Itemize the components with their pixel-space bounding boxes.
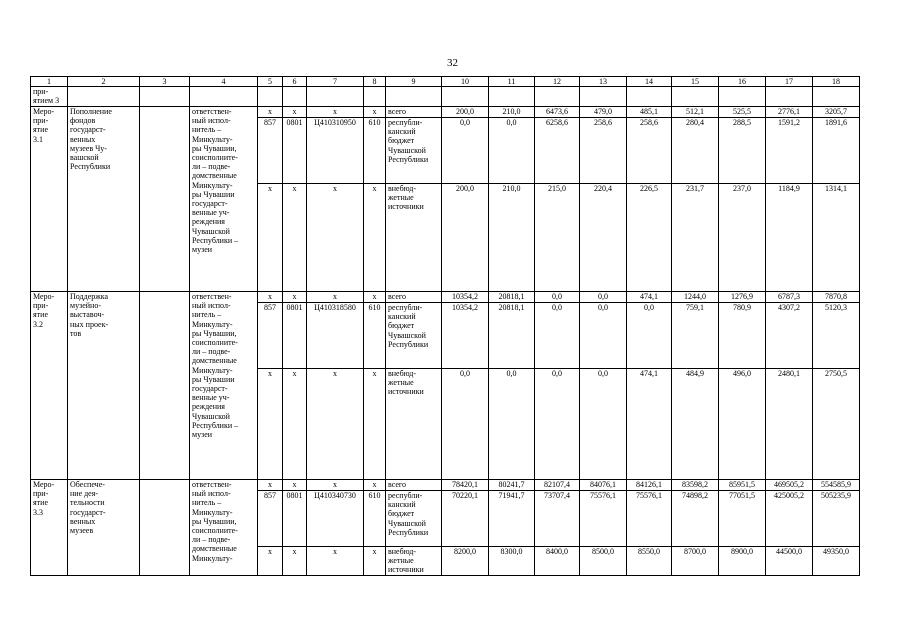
event-number: Меро- при- ятие 3.2: [31, 292, 68, 480]
funding-source: всего: [386, 292, 442, 303]
amount-cell: 469505,2: [766, 480, 813, 491]
amount-cell: 210,0: [489, 107, 535, 118]
funding-source: всего: [386, 480, 442, 491]
funding-source: внебюд- жетные источники: [386, 547, 442, 576]
amount-cell: 0,0: [535, 303, 580, 369]
code-section: 0801: [283, 118, 307, 184]
empty-cell: [307, 87, 364, 107]
amount-cell: 8400,0: [535, 547, 580, 576]
table-row: [31, 292, 860, 303]
header-cell: 17: [766, 77, 813, 87]
empty-cell: [442, 87, 489, 107]
amount-cell: 75576,1: [580, 491, 627, 547]
header-cell: 9: [386, 77, 442, 87]
amount-cell: 258,6: [627, 118, 672, 184]
amount-cell: 85951,5: [719, 480, 766, 491]
funding-source: внебюд- жетные источники: [386, 184, 442, 292]
amount-cell: 80241,7: [489, 480, 535, 491]
executor: ответствен- ный испол- нитель – Минкульту- ры Чувашии, соисполните- ли – подве- домственные Минкульту- ры Чувашии государст- венные уч- реждения Чувашской Республики – музеи: [190, 292, 258, 480]
amount-cell: 258,6: [580, 118, 627, 184]
budget-table: [30, 76, 860, 576]
code-expense: 610: [364, 303, 386, 369]
funding-source: всего: [386, 107, 442, 118]
event-name: Поддержка музейно- выставоч- ных проек- тов: [68, 292, 140, 480]
empty-cell: [719, 87, 766, 107]
executor: ответствен- ный испол- нитель – Минкульту- ры Чувашии, соисполните- ли – подве- домственные Минкульту- ры Чувашии государст- венные уч- реждения Чувашской Республики – музеи: [190, 107, 258, 292]
amount-cell: 210,0: [489, 184, 535, 292]
amount-cell: 479,0: [580, 107, 627, 118]
code-grbs: 857: [258, 118, 283, 184]
amount-cell: 83598,2: [672, 480, 719, 491]
header-cell: 7: [307, 77, 364, 87]
code-target: x: [307, 184, 364, 292]
amount-cell: 1276,9: [719, 292, 766, 303]
code-expense: x: [364, 547, 386, 576]
empty-cell: [140, 87, 190, 107]
amount-cell: 84126,1: [627, 480, 672, 491]
empty-cell: [190, 87, 258, 107]
empty-cell: [364, 87, 386, 107]
table-row: [31, 107, 860, 118]
amount-cell: 0,0: [442, 118, 489, 184]
code-grbs: x: [258, 480, 283, 491]
amount-cell: 505235,9: [813, 491, 860, 547]
amount-cell: 78420,1: [442, 480, 489, 491]
amount-cell: 8500,0: [580, 547, 627, 576]
code-section: 0801: [283, 491, 307, 547]
amount-cell: 10354,2: [442, 303, 489, 369]
amount-cell: 75576,1: [627, 491, 672, 547]
empty-cell: [813, 87, 860, 107]
empty-cell: [140, 480, 190, 576]
code-grbs: x: [258, 369, 283, 480]
amount-cell: 49350,0: [813, 547, 860, 576]
amount-cell: 759,1: [672, 303, 719, 369]
code-target: x: [307, 547, 364, 576]
header-cell: 18: [813, 77, 860, 87]
code-section: x: [283, 369, 307, 480]
amount-cell: 0,0: [489, 369, 535, 480]
amount-cell: 44500,0: [766, 547, 813, 576]
code-grbs: x: [258, 547, 283, 576]
amount-cell: 6258,6: [535, 118, 580, 184]
amount-cell: 288,5: [719, 118, 766, 184]
amount-cell: 231,7: [672, 184, 719, 292]
header-cell: 3: [140, 77, 190, 87]
code-target: x: [307, 480, 364, 491]
header-cell: 13: [580, 77, 627, 87]
amount-cell: 1314,1: [813, 184, 860, 292]
code-grbs: x: [258, 292, 283, 303]
amount-cell: 474,1: [627, 292, 672, 303]
header-cell: 4: [190, 77, 258, 87]
code-expense: x: [364, 369, 386, 480]
code-grbs: x: [258, 107, 283, 118]
amount-cell: 0,0: [489, 118, 535, 184]
amount-cell: 1244,0: [672, 292, 719, 303]
amount-cell: 5120,3: [813, 303, 860, 369]
amount-cell: 6787,3: [766, 292, 813, 303]
amount-cell: 237,0: [719, 184, 766, 292]
code-target: Ц410310950: [307, 118, 364, 184]
empty-cell: [258, 87, 283, 107]
amount-cell: 1891,6: [813, 118, 860, 184]
amount-cell: 20818,1: [489, 303, 535, 369]
code-expense: 610: [364, 118, 386, 184]
code-expense: x: [364, 107, 386, 118]
header-row: [31, 77, 860, 87]
amount-cell: 10354,2: [442, 292, 489, 303]
amount-cell: 200,0: [442, 107, 489, 118]
code-expense: x: [364, 184, 386, 292]
amount-cell: 1591,2: [766, 118, 813, 184]
amount-cell: 8200,0: [442, 547, 489, 576]
empty-cell: [535, 87, 580, 107]
code-section: x: [283, 480, 307, 491]
executor: ответствен- ный испол- нитель – Минкульту- ры Чувашии, соисполните- ли – подве- домственные Минкульту-: [190, 480, 258, 576]
amount-cell: 0,0: [535, 369, 580, 480]
amount-cell: 8300,0: [489, 547, 535, 576]
header-cell: 10: [442, 77, 489, 87]
amount-cell: 280,4: [672, 118, 719, 184]
code-expense: x: [364, 292, 386, 303]
amount-cell: 4307,2: [766, 303, 813, 369]
header-cell: 15: [672, 77, 719, 87]
empty-cell: [140, 292, 190, 480]
empty-cell: [766, 87, 813, 107]
amount-cell: 73707,4: [535, 491, 580, 547]
funding-source: внебюд- жетные источники: [386, 369, 442, 480]
amount-cell: 525,5: [719, 107, 766, 118]
empty-cell: [283, 87, 307, 107]
amount-cell: 496,0: [719, 369, 766, 480]
header-cell: 14: [627, 77, 672, 87]
header-cell: 5: [258, 77, 283, 87]
header-cell: 2: [68, 77, 140, 87]
header-cell: 16: [719, 77, 766, 87]
code-section: x: [283, 184, 307, 292]
empty-cell: [386, 87, 442, 107]
funding-source: республи- канский бюджет Чувашской Республики: [386, 118, 442, 184]
event-name: Обеспече- ние дея- тельности государст- венных музеев: [68, 480, 140, 576]
amount-cell: 0,0: [627, 303, 672, 369]
header-cell: 12: [535, 77, 580, 87]
amount-cell: 554585,9: [813, 480, 860, 491]
header-cell: 11: [489, 77, 535, 87]
code-grbs: 857: [258, 491, 283, 547]
amount-cell: 7870,8: [813, 292, 860, 303]
amount-cell: 8700,0: [672, 547, 719, 576]
code-target: x: [307, 369, 364, 480]
amount-cell: 226,5: [627, 184, 672, 292]
amount-cell: 0,0: [442, 369, 489, 480]
empty-cell: [68, 87, 140, 107]
amount-cell: 215,0: [535, 184, 580, 292]
amount-cell: 8900,0: [719, 547, 766, 576]
event-number: Меро- при- ятие 3.1: [31, 107, 68, 292]
continuation-row: [31, 87, 860, 107]
amount-cell: 71941,7: [489, 491, 535, 547]
amount-cell: 2776,1: [766, 107, 813, 118]
amount-cell: 6473,6: [535, 107, 580, 118]
amount-cell: 20818,1: [489, 292, 535, 303]
code-expense: x: [364, 480, 386, 491]
amount-cell: 2750,5: [813, 369, 860, 480]
amount-cell: 0,0: [535, 292, 580, 303]
amount-cell: 8550,0: [627, 547, 672, 576]
code-target: x: [307, 292, 364, 303]
code-target: Ц410340730: [307, 491, 364, 547]
empty-cell: [140, 107, 190, 292]
code-section: x: [283, 547, 307, 576]
page-number: 32: [447, 57, 458, 69]
table-row: [31, 480, 860, 491]
empty-cell: [489, 87, 535, 107]
funding-source: республи- канский бюджет Чувашской Республики: [386, 303, 442, 369]
amount-cell: 474,1: [627, 369, 672, 480]
amount-cell: 200,0: [442, 184, 489, 292]
amount-cell: 512,1: [672, 107, 719, 118]
header-cell: 1: [31, 77, 68, 87]
amount-cell: 77051,5: [719, 491, 766, 547]
header-cell: 8: [364, 77, 386, 87]
event-name: Пополнение фондов государст- венных музеев Чу- вашской Республики: [68, 107, 140, 292]
funding-source: республи- канский бюджет Чувашской Республики: [386, 491, 442, 547]
amount-cell: 82107,4: [535, 480, 580, 491]
amount-cell: 780,9: [719, 303, 766, 369]
code-expense: 610: [364, 491, 386, 547]
amount-cell: 485,1: [627, 107, 672, 118]
code-section: x: [283, 292, 307, 303]
amount-cell: 2480,1: [766, 369, 813, 480]
amount-cell: 74898,2: [672, 491, 719, 547]
code-grbs: x: [258, 184, 283, 292]
amount-cell: 84076,1: [580, 480, 627, 491]
continuation-cell: при- ятием 3: [31, 87, 68, 107]
amount-cell: 0,0: [580, 369, 627, 480]
code-target: Ц410318580: [307, 303, 364, 369]
header-cell: 6: [283, 77, 307, 87]
empty-cell: [627, 87, 672, 107]
amount-cell: 425005,2: [766, 491, 813, 547]
amount-cell: 0,0: [580, 292, 627, 303]
empty-cell: [580, 87, 627, 107]
event-number: Меро- при- ятие 3.3: [31, 480, 68, 576]
code-grbs: 857: [258, 303, 283, 369]
code-section: 0801: [283, 303, 307, 369]
empty-cell: [672, 87, 719, 107]
amount-cell: 3205,7: [813, 107, 860, 118]
amount-cell: 0,0: [580, 303, 627, 369]
amount-cell: 1184,9: [766, 184, 813, 292]
amount-cell: 70220,1: [442, 491, 489, 547]
code-section: x: [283, 107, 307, 118]
amount-cell: 220,4: [580, 184, 627, 292]
code-target: x: [307, 107, 364, 118]
amount-cell: 484,9: [672, 369, 719, 480]
